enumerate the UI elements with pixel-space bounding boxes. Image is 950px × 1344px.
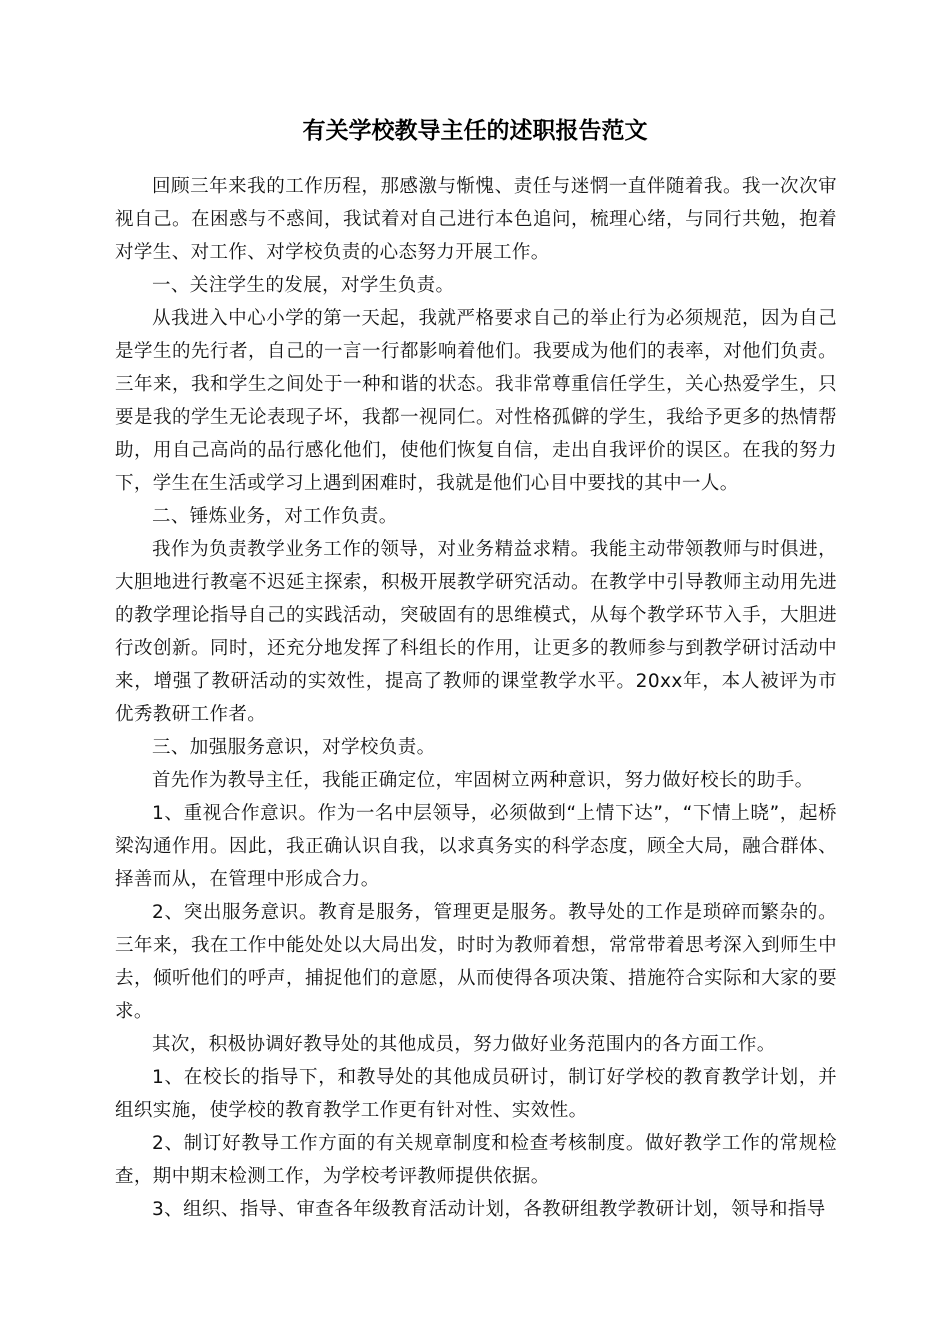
paragraph-second: 其次，积极协调好教导处的其他成员，努力做好业务范围内的各方面工作。 (152, 1034, 776, 1055)
document-title: 有关学校教导主任的述职报告范文 (302, 118, 648, 144)
intro-paragraph: 回顾三年来我的工作历程，那感激与惭愧、责任与迷惘一直伴随着我。我一次次审视自己。在困惑与不惑间，我试着对自己进行本色追问，梳理心绪，与同行共勉，抱着对学生、对工作、对学校负责的心态努力开展工作。 (115, 176, 837, 263)
paragraph-first: 首先作为教导主任，我能正确定位，牢固树立两种意识，努力做好校长的助手。 (152, 770, 814, 791)
list-item-plan: 1、在校长的指导下，和教导处的其他成员研讨，制订好学校的教育教学计划，并组织实施，使学校的教育教学工作更有针对性、实效性。 (115, 1067, 837, 1121)
section-heading-work: 二、锤炼业务，对工作负责。 (152, 506, 398, 527)
list-item-guidance: 3、组织、指导、审查各年级教育活动计划，各教研组教学教研计划，领导和指导 (152, 1199, 826, 1220)
paragraph-service: 2、突出服务意识。教育是服务，管理更是服务。教导处的工作是琐碎而繁杂的。三年来，我在工作中能处处以大局出发，时时为教师着想，常常带着思考深入到师生中去，倾听他们的呼声，捕捉他们的意愿，从而使得各项决策、措施符合实际和大家的要求。 (115, 902, 837, 1022)
paragraph-work: 我作为负责教学业务工作的领导，对业务精益求精。我能主动带领教师与时俱进，大胆地进行教毫不迟延主探索，积极开展教学研究活动。在教学中引导教师主动用先进的教学理论指导自己的实践活动，突破固有的思维模式，从每个教学环节入手，大胆进行改创新。同时，还充分地发挥了科组长的作用，让更多的教师参与到教学研讨活动中来，增强了教研活动的实效性，提高了教师的课堂教学水平。20xx年，本人被评为市优秀教研工作者。 (115, 539, 837, 725)
section-heading-school: 三、加强服务意识，对学校负责。 (152, 737, 436, 758)
paragraph-students: 从我进入中心小学的第一天起，我就严格要求自己的举止行为必须规范，因为自己是学生的先行者，自己的一言一行都影响着他们。我要成为他们的表率，对他们负责。三年来，我和学生之间处于一种和谐的状态。我非常尊重信任学生，关心热爱学生，只要是我的学生无论表现子坏，我都一视同仁。对性格孤僻的学生，我给予更多的热情帮助，用自己高尚的品行感化他们，使他们恢复自信，走出自我评价的误区。在我的努力下，学生在生活或学习上遇到困难时，我就是他们心目中要找的其中一人。 (115, 308, 837, 494)
document-body (115, 170, 837, 1226)
section-heading-students: 一、关注学生的发展，对学生负责。 (152, 275, 455, 296)
list-item-rules: 2、制订好教导工作方面的有关规章制度和检查考核制度。做好教学工作的常规检查，期中期末检测工作，为学校考评教师提供依据。 (115, 1133, 837, 1187)
paragraph-cooperation: 1、重视合作意识。作为一名中层领导，必须做到“上情下达”，“下情上晓”，起桥梁沟通作用。因此，我正确认识自我，以求真务实的科学态度，顾全大局，融合群体、择善而从，在管理中形成合力。 (115, 803, 837, 890)
